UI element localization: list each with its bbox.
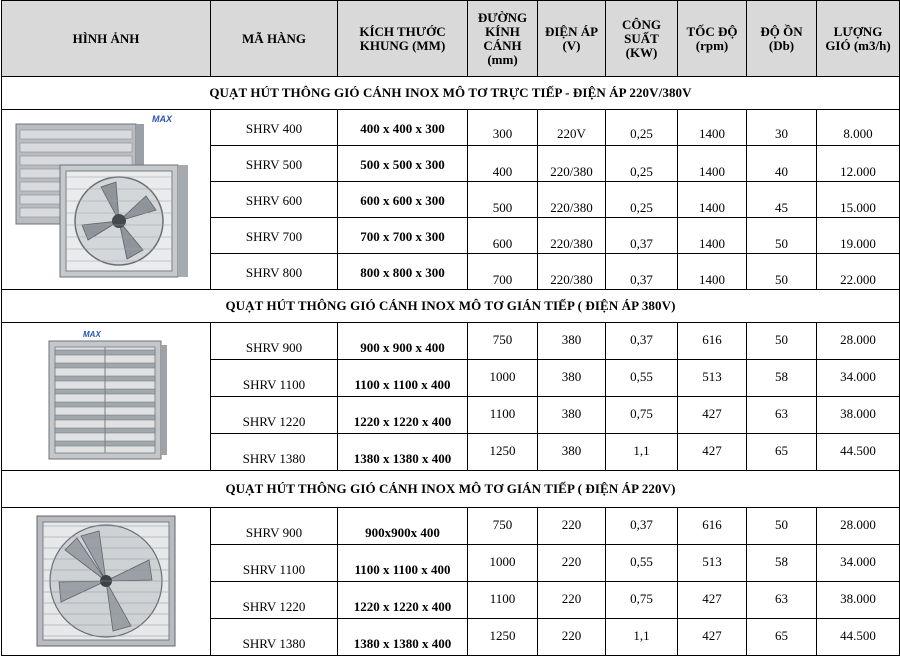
cell-size: 900 x 900 x 400 — [338, 323, 468, 360]
cell-code: SHRV 1380 — [211, 434, 338, 471]
cell-size: 500 x 500 x 300 — [338, 146, 468, 182]
cell-airflow: 34.000 — [817, 545, 900, 582]
header-image: HÌNH ẢNH — [2, 1, 211, 77]
cell-voltage: 220/380 — [538, 182, 606, 218]
cell-power: 0,25 — [606, 182, 678, 218]
cell-airflow: 44.500 — [817, 619, 900, 656]
cell-power: 0,75 — [606, 582, 678, 619]
cell-speed: 427 — [678, 434, 747, 471]
cell-noise: 63 — [747, 397, 817, 434]
cell-size: 1380 x 1380 x 400 — [338, 619, 468, 656]
cell-airflow: 44.500 — [817, 434, 900, 471]
cell-speed: 513 — [678, 545, 747, 582]
cell-voltage: 220V — [538, 110, 606, 146]
cell-speed: 1400 — [678, 254, 747, 290]
cell-speed: 427 — [678, 619, 747, 656]
cell-voltage: 220 — [538, 545, 606, 582]
cell-blade: 1000 — [468, 360, 538, 397]
cell-blade: 1100 — [468, 397, 538, 434]
cell-power: 1,1 — [606, 434, 678, 471]
cell-voltage: 220 — [538, 582, 606, 619]
cell-code: SHRV 900 — [211, 323, 338, 360]
table-row — [2, 110, 900, 146]
cell-noise: 50 — [747, 323, 817, 360]
cell-size: 1100 x 1100 x 400 — [338, 545, 468, 582]
cell-blade: 300 — [468, 110, 538, 146]
brand-logo: MAX — [83, 330, 101, 339]
cell-size: 400 x 400 x 300 — [338, 110, 468, 146]
cell-size: 800 x 800 x 300 — [338, 254, 468, 290]
section-title: QUẠT HÚT THÔNG GIÓ CÁNH INOX MÔ TƠ GIÁN TIẾP ( ĐIỆN ÁP 380V) — [2, 290, 900, 323]
header-frame: KÍCH THƯỚC KHUNG (MM) — [338, 1, 468, 77]
cell-noise: 40 — [747, 146, 817, 182]
cell-speed: 1400 — [678, 146, 747, 182]
product-image-cell — [2, 110, 211, 290]
cell-noise: 50 — [747, 254, 817, 290]
cell-blade: 750 — [468, 323, 538, 360]
cell-noise: 30 — [747, 110, 817, 146]
cell-speed: 1400 — [678, 182, 747, 218]
cell-power: 0,37 — [606, 218, 678, 254]
cell-noise: 50 — [747, 218, 817, 254]
cell-blade: 700 — [468, 254, 538, 290]
cell-airflow: 38.000 — [817, 397, 900, 434]
cell-airflow: 34.000 — [817, 360, 900, 397]
cell-blade: 1250 — [468, 434, 538, 471]
cell-blade: 1250 — [468, 619, 538, 656]
cell-code: SHRV 600 — [211, 182, 338, 218]
cell-size: 1100 x 1100 x 400 — [338, 360, 468, 397]
cell-speed: 616 — [678, 323, 747, 360]
cell-noise: 58 — [747, 360, 817, 397]
cell-speed: 513 — [678, 360, 747, 397]
cell-code: SHRV 900 — [211, 508, 338, 545]
cell-airflow: 15.000 — [817, 182, 900, 218]
cell-blade: 400 — [468, 146, 538, 182]
cell-voltage: 220 — [538, 619, 606, 656]
cell-size: 1220 x 1220 x 400 — [338, 397, 468, 434]
product-image-cell — [2, 323, 211, 471]
cell-airflow: 12.000 — [817, 146, 900, 182]
cell-noise: 50 — [747, 508, 817, 545]
cell-code: SHRV 400 — [211, 110, 338, 146]
exhaust-fan-box-pair-icon — [6, 110, 206, 286]
cell-airflow: 22.000 — [817, 254, 900, 290]
cell-power: 0,37 — [606, 508, 678, 545]
cell-power: 0,55 — [606, 545, 678, 582]
cell-noise: 58 — [747, 545, 817, 582]
cell-voltage: 220/380 — [538, 254, 606, 290]
cell-power: 0,25 — [606, 110, 678, 146]
cell-noise: 65 — [747, 434, 817, 471]
cell-voltage: 380 — [538, 360, 606, 397]
product-image-cell — [2, 508, 211, 656]
section-title-row — [2, 77, 900, 110]
cell-airflow: 8.000 — [817, 110, 900, 146]
header-blade: ĐƯỜNG KÍNH CÁNH (mm) — [468, 1, 538, 77]
brand-logo: MAX — [152, 114, 172, 124]
cell-voltage: 380 — [538, 397, 606, 434]
header-speed: TỐC ĐỘ (rpm) — [678, 1, 747, 77]
cell-noise: 65 — [747, 619, 817, 656]
cell-power: 0,75 — [606, 397, 678, 434]
header-power: CÔNG SUẤT (KW) — [606, 1, 678, 77]
cell-blade: 750 — [468, 508, 538, 545]
header-noise: ĐỘ ỒN (Db) — [747, 1, 817, 77]
cell-code: SHRV 1220 — [211, 582, 338, 619]
table-row — [2, 508, 900, 545]
cell-power: 0,25 — [606, 146, 678, 182]
cell-code: SHRV 1220 — [211, 397, 338, 434]
cell-size: 600 x 600 x 300 — [338, 182, 468, 218]
cell-blade: 1000 — [468, 545, 538, 582]
cell-size: 1380 x 1380 x 400 — [338, 434, 468, 471]
cell-airflow: 19.000 — [817, 218, 900, 254]
cell-size: 900x900x 400 — [338, 508, 468, 545]
section-title: QUẠT HÚT THÔNG GIÓ CÁNH INOX MÔ TƠ GIÁN TIẾP ( ĐIỆN ÁP 220V) — [2, 471, 900, 508]
cell-blade: 1100 — [468, 582, 538, 619]
cell-voltage: 380 — [538, 434, 606, 471]
cell-size: 1220 x 1220 x 400 — [338, 582, 468, 619]
cell-code: SHRV 700 — [211, 218, 338, 254]
header-airflow: LƯỢNG GIÓ (m3/h) — [817, 1, 900, 77]
fan-spec-table — [1, 0, 900, 656]
cell-airflow: 38.000 — [817, 582, 900, 619]
exhaust-fan-louvered-icon — [41, 325, 171, 465]
cell-voltage: 220/380 — [538, 146, 606, 182]
cell-speed: 616 — [678, 508, 747, 545]
cell-power: 0,55 — [606, 360, 678, 397]
cell-speed: 1400 — [678, 110, 747, 146]
cell-speed: 427 — [678, 397, 747, 434]
cell-voltage: 220 — [538, 508, 606, 545]
cell-power: 0,37 — [606, 254, 678, 290]
table-row — [2, 323, 900, 360]
cell-airflow: 28.000 — [817, 323, 900, 360]
cell-airflow: 28.000 — [817, 508, 900, 545]
cell-blade: 600 — [468, 218, 538, 254]
header-code: MÃ HÀNG — [211, 1, 338, 77]
section-title-row — [2, 471, 900, 508]
cell-code: SHRV 1100 — [211, 545, 338, 582]
cell-power: 1,1 — [606, 619, 678, 656]
header-voltage: ĐIỆN ÁP (V) — [538, 1, 606, 77]
cell-size: 700 x 700 x 300 — [338, 218, 468, 254]
cell-code: SHRV 800 — [211, 254, 338, 290]
section-title-row — [2, 290, 900, 323]
section-title: QUẠT HÚT THÔNG GIÓ CÁNH INOX MÔ TƠ TRỰC TIẾP - ĐIỆN ÁP 220V/380V — [2, 77, 900, 110]
cell-speed: 427 — [678, 582, 747, 619]
cell-voltage: 380 — [538, 323, 606, 360]
cell-blade: 500 — [468, 182, 538, 218]
cell-code: SHRV 1380 — [211, 619, 338, 656]
cell-voltage: 220/380 — [538, 218, 606, 254]
exhaust-fan-grille-icon — [31, 510, 181, 650]
cell-power: 0,37 — [606, 323, 678, 360]
cell-noise: 63 — [747, 582, 817, 619]
cell-noise: 45 — [747, 182, 817, 218]
header-row — [2, 1, 900, 77]
cell-speed: 1400 — [678, 218, 747, 254]
cell-code: SHRV 1100 — [211, 360, 338, 397]
cell-code: SHRV 500 — [211, 146, 338, 182]
